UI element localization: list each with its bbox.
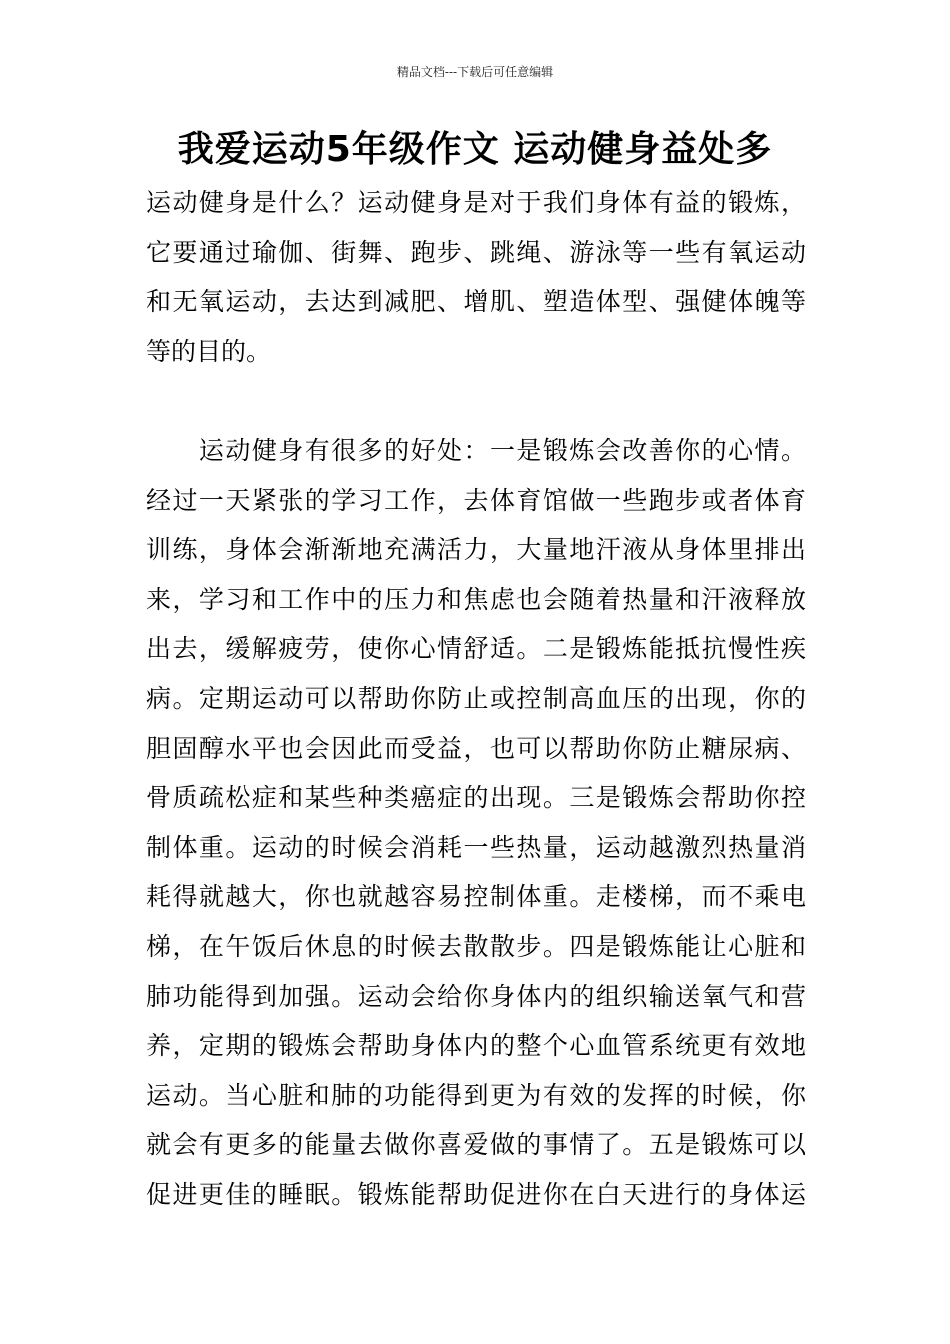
text-line: 制体重。运动的时候会消耗一些热量，运动越激烈热量消 [146,832,806,862]
text-line: 运动。当心脏和肺的功能得到更为有效的发挥的时候，你 [146,1080,806,1110]
paragraph-1 [146,178,806,376]
text-line: 胆固醇水平也会因此而受益，也可以帮助你防止糖尿病、 [146,733,806,763]
document-body [146,178,806,1219]
text-line: 骨质疏松症和某些种类癌症的出现。三是锻炼会帮助你控 [146,783,806,813]
text-line: 肺功能得到加强。运动会给你身体内的组织输送氧气和营 [146,981,806,1011]
text-line: 它要通过瑜伽、街舞、跑步、跳绳、游泳等一些有氧运动 [146,237,806,267]
text-line: 来，学习和工作中的压力和焦虑也会随着热量和汗液释放 [146,584,806,614]
text-line: 病。定期运动可以帮助你防止或控制高血压的出现，你的 [146,683,806,713]
page-header: 精品文档---下载后可任意编辑 [396,65,554,79]
document-title: 我爱运动5年级作文 运动健身益处多 [177,129,773,170]
text-line: 经过一天紧张的学习工作，去体育馆做一些跑步或者体育 [146,485,806,515]
text-line: 梯，在午饭后休息的时候去散散步。四是锻炼能让心脏和 [146,931,806,961]
text-line: 促进更佳的睡眠。锻炼能帮助促进你在白天进行的身体运 [146,1179,806,1209]
text-line: 出去，缓解疲劳，使你心情舒适。二是锻炼能抵抗慢性疾 [146,634,806,664]
text-line: 和无氧运动，去达到减肥、增肌、塑造体型、强健体魄等 [146,287,806,317]
text-line: 耗得就越大，你也就越容易控制体重。走楼梯，而不乘电 [146,882,806,912]
text-line: 等的目的。 [146,336,272,366]
text-line: 训练，身体会渐渐地充满活力，大量地汗液从身体里排出 [146,535,806,565]
paragraph-spacer [146,376,806,426]
paragraph-2 [146,426,806,1220]
text-line: 养，定期的锻炼会帮助身体内的整个心血管系统更有效地 [146,1031,806,1061]
text-line: 运动健身是什么？运动健身是对于我们身体有益的锻炼， [146,188,806,217]
text-line: 就会有更多的能量去做你喜爱做的事情了。五是锻炼可以 [146,1130,806,1160]
text-line: 运动健身有很多的好处：一是锻炼会改善你的心情。 [146,435,806,465]
